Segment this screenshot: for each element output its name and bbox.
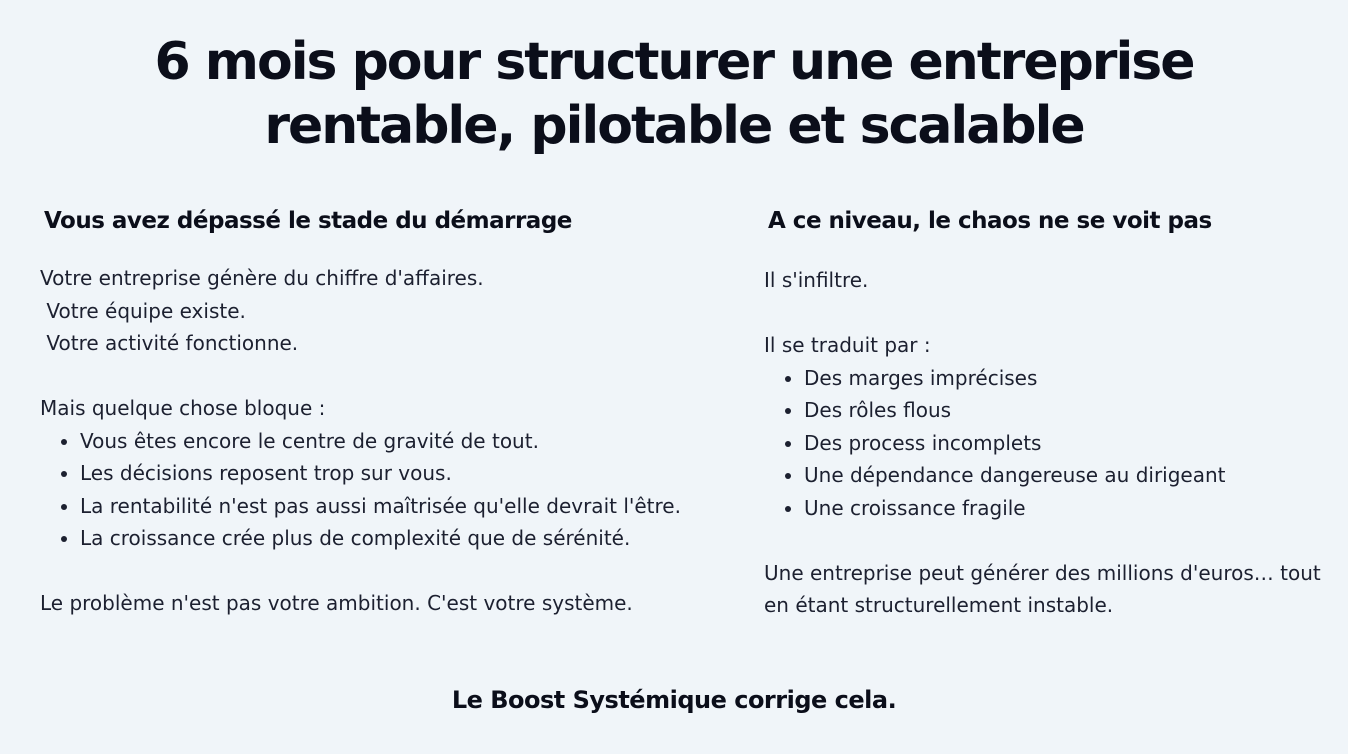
list-item: • Des rôles flous [804, 394, 1324, 427]
list-item: • Les décisions reposent trop sur vous. [80, 457, 730, 490]
spacer [40, 360, 730, 393]
list-item: • Une dépendance dangereuse au dirigeant [804, 459, 1324, 492]
left-intro-line: Votre entreprise génère du chiffre d'affaires. [40, 266, 484, 290]
list-item: • La rentabilité n'est pas aussi maîtrisée qu'elle devrait l'être. [80, 490, 730, 523]
list-item: • Des marges imprécises [804, 362, 1324, 395]
right-column-heading: A ce niveau, le chaos ne se voit pas [768, 208, 1212, 234]
spacer [764, 524, 1324, 557]
list-item: • La croissance crée plus de complexité que de sérénité. [80, 522, 730, 555]
left-column-heading: Vous avez dépassé le stade du démarrage [44, 208, 572, 234]
left-intro-line: Votre équipe existe. [40, 298, 246, 323]
footer-tagline: Le Boost Systémique corrige cela. [451, 686, 897, 714]
right-lead: Il se traduit par : [764, 333, 931, 357]
list-item: • Vous êtes encore le centre de gravité de tout. [80, 425, 730, 458]
page-title-line-1: 6 mois pour structurer une entreprise [154, 32, 1194, 92]
list-item: • Une croissance fragile [804, 492, 1324, 525]
spacer [764, 297, 1324, 330]
list-item: • Des process incomplets [804, 427, 1324, 460]
spacer [40, 555, 730, 588]
right-intro: Il s'infiltre. [764, 268, 869, 292]
left-lead: Mais quelque chose bloque : [40, 396, 326, 420]
right-column [764, 204, 1324, 622]
right-closing: Une entreprise peut générer des millions d'euros… tout en étant structurellement instable. [764, 560, 1321, 617]
left-bullet-list [40, 425, 730, 555]
left-column [40, 204, 730, 620]
left-closing: Le problème n'est pas votre ambition. C'est votre système. [40, 591, 633, 615]
right-bullet-list [764, 362, 1324, 525]
page-title [0, 30, 1348, 158]
page-title-line-2: rentable, pilotable et scalable [264, 96, 1084, 156]
left-intro-line: Votre activité fonctionne. [40, 331, 299, 355]
right-column-body [764, 264, 1324, 622]
left-column-body [40, 262, 730, 620]
